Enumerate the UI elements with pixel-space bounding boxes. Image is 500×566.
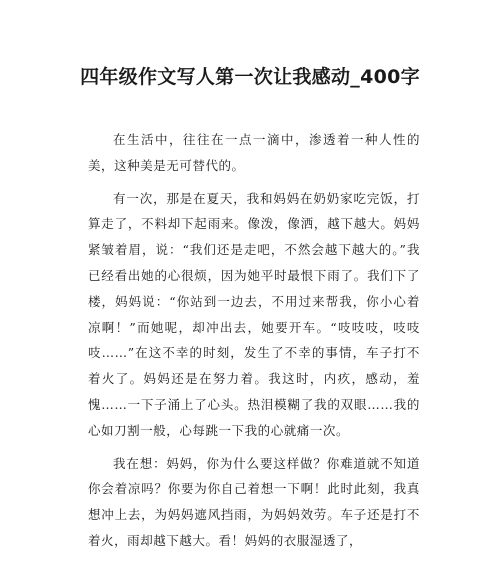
document-body: [88, 127, 420, 561]
paragraph-3: 我在想：妈妈，你为什么要这样做？你难道就不知道你会着凉吗？你要为你自己着想一下啊！此时此刻，我真想冲上去，为妈妈遮风挡雨，为妈妈效劳。车子还是打不着火，雨却越下越大。看！妈妈的衣服湿透了，: [88, 455, 420, 548]
paragraph-2: 有一次，那是在夏天，我和妈妈在奶奶家吃完饭，打算走了，不料却下起雨来。像泼，像洒，越下越大。妈妈紧皱着眉，说：“我们还是走吧，不然会越下越大的。”我已经看出她的心很烦，因为她平时最恨下雨了。我们下了楼，妈妈说：“你站到一边去，不用过来帮我，你小心着凉啊！”而她呢，却冲出去，她要开车。“吱吱吱，吱吱吱……”在这不幸的时刻，发生了不幸的事情，车子打不着火了。妈妈还是在努力着。我这时，内疚，感动，羞愧……一下子涌上了心头。热泪模糊了我的双眼……我的心如刀割一般，心每跳一下我的心就痛一次。: [88, 190, 420, 438]
document-title: 四年级作文写人第一次让我感动_400字: [80, 66, 420, 88]
paragraph-1: 在生活中，往往在一点一滴中，渗透着一种人性的美，这种美是无可替代的。: [88, 132, 420, 173]
